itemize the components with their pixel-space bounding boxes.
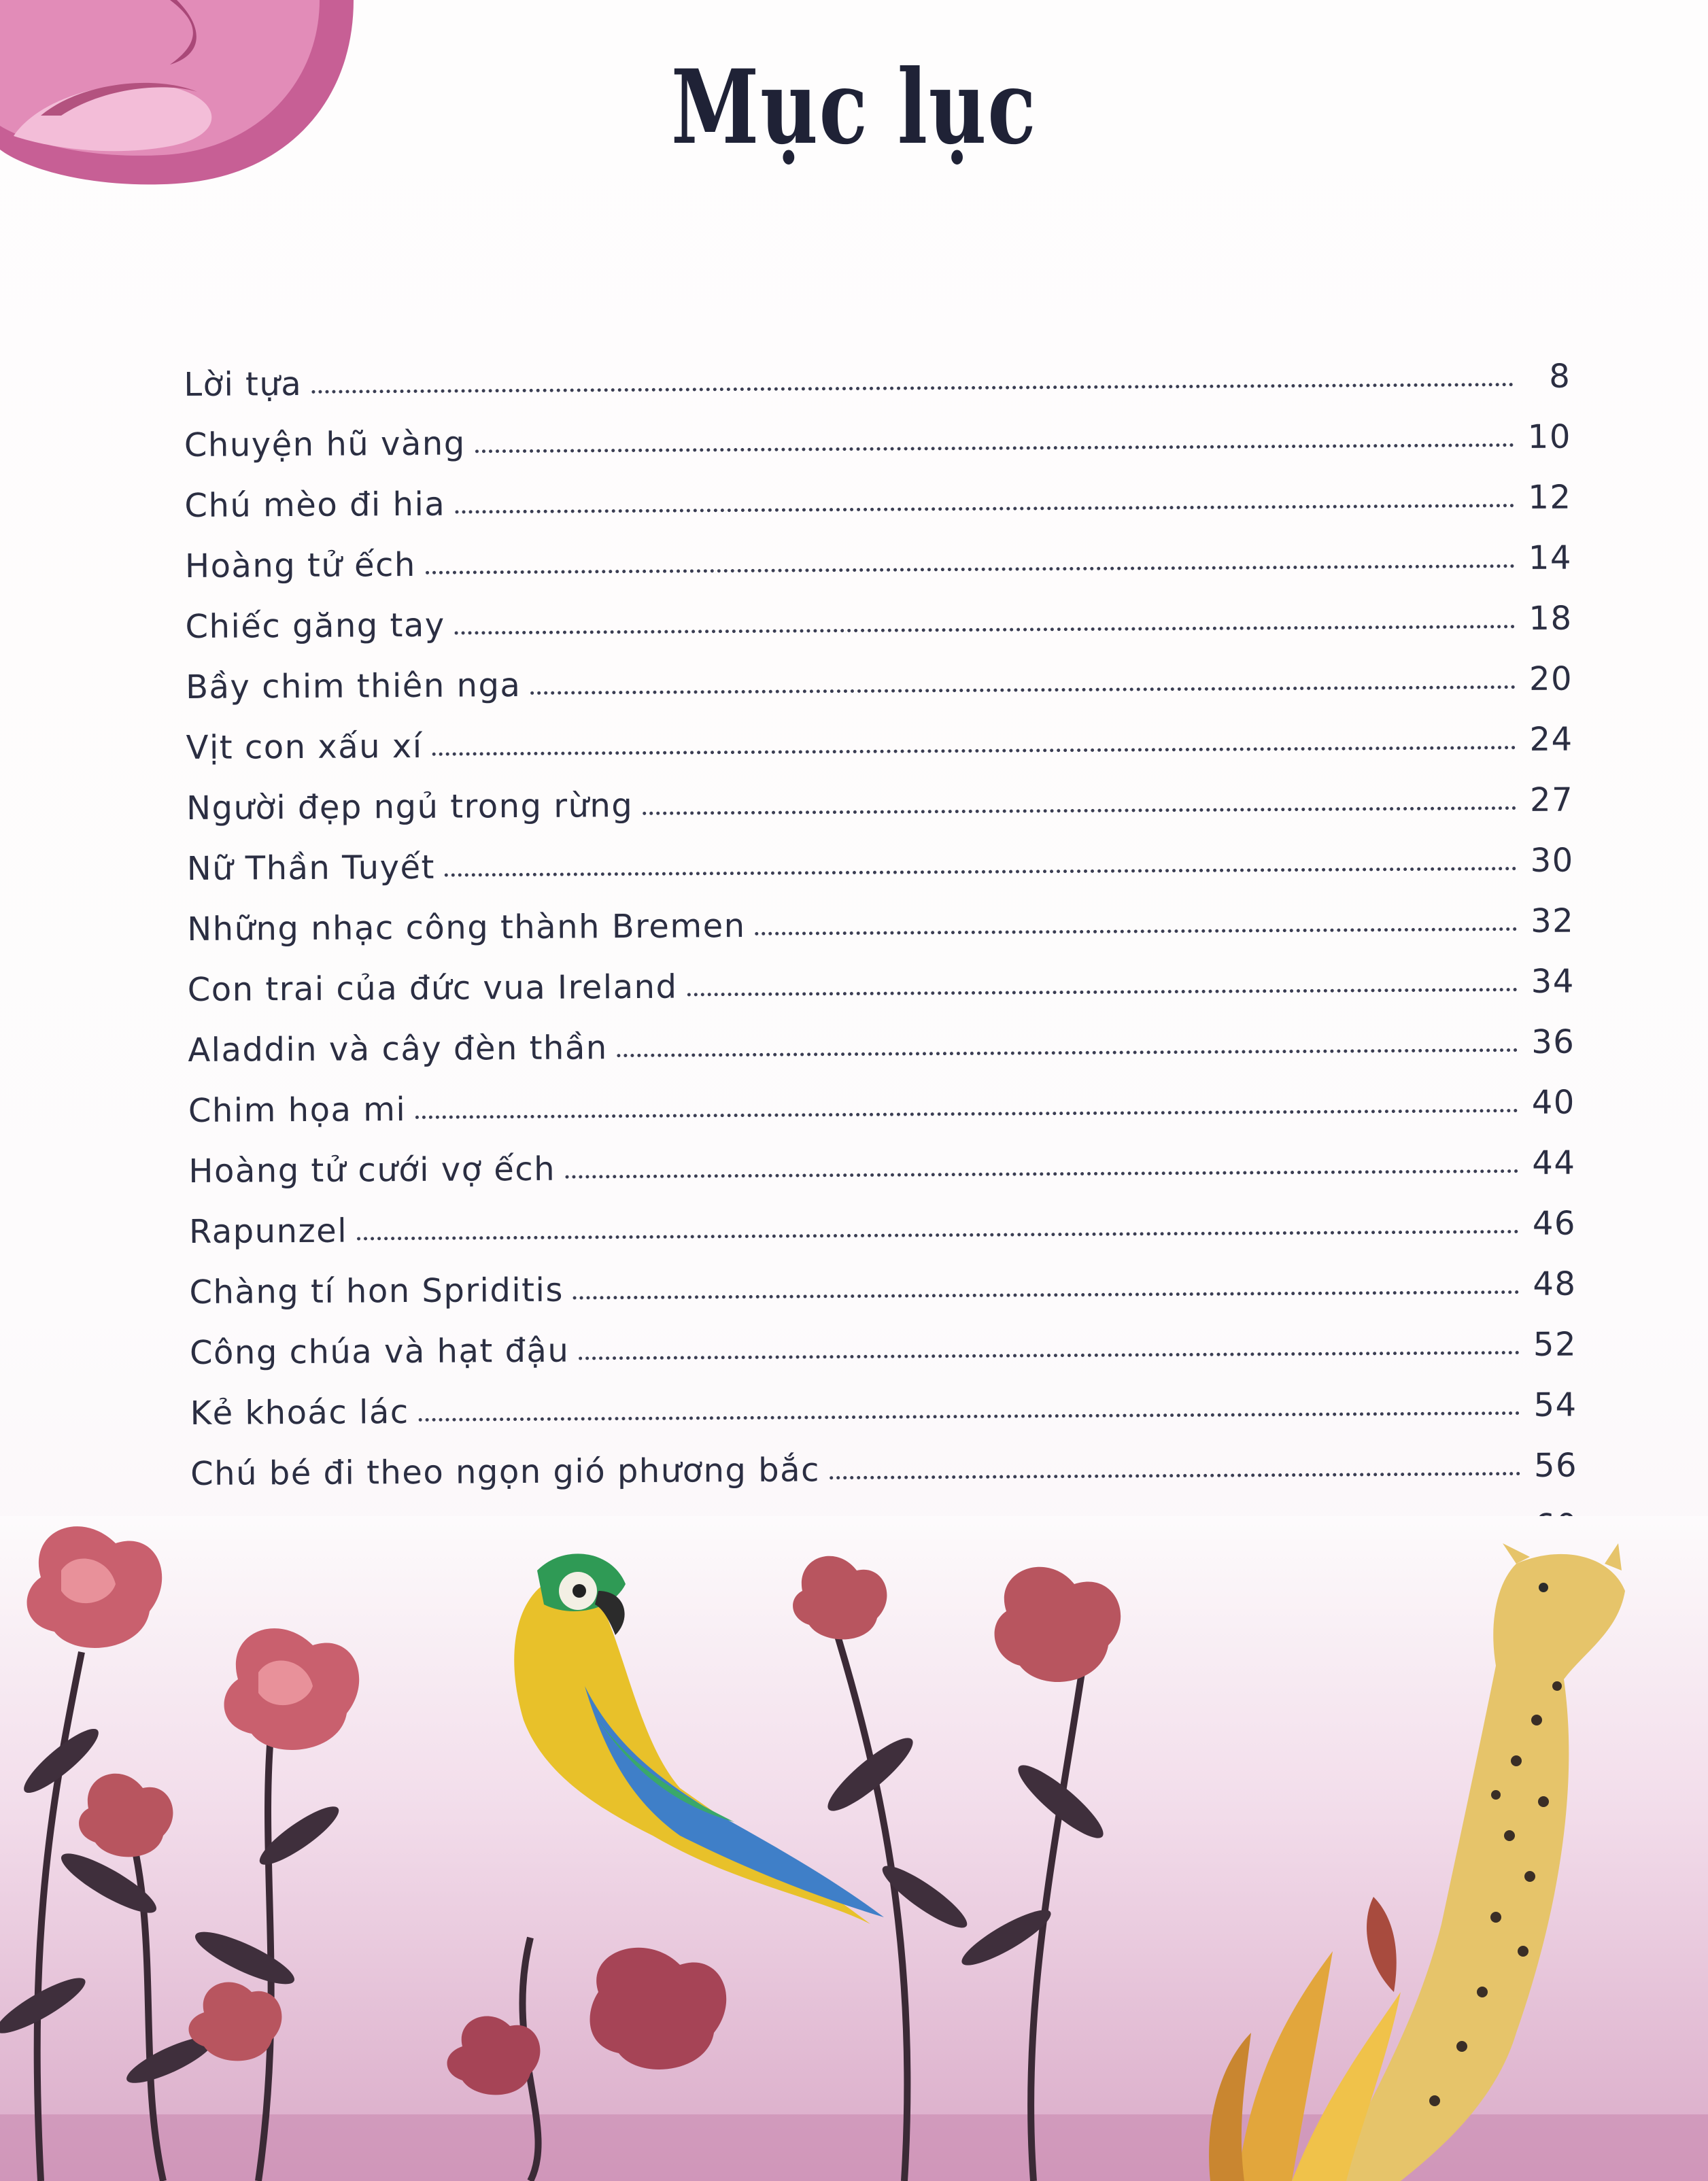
toc-entry-page-number: 32 xyxy=(1530,901,1575,940)
toc-leader-dots xyxy=(643,806,1516,815)
toc-entry-page-number: 34 xyxy=(1531,962,1575,1001)
toc-entry-page-number: 56 xyxy=(1533,1446,1578,1485)
toc-entry-title: Chàng tí hon Spriditis xyxy=(189,1271,564,1311)
decorative-illustration xyxy=(0,1516,1708,2181)
toc-entry-page-number: 27 xyxy=(1529,780,1574,819)
toc-leader-dots xyxy=(357,1230,1519,1240)
page-title: Mục lục xyxy=(670,48,1038,167)
toc-leader-dots xyxy=(455,625,1516,635)
toc-entry xyxy=(190,1303,1577,1372)
toc-entry-title: Chú bé đi theo ngọn gió phương bắc xyxy=(190,1451,821,1493)
toc-leader-dots xyxy=(755,927,1518,935)
toc-entry xyxy=(188,1001,1575,1069)
toc-leader-dots xyxy=(455,504,1514,514)
toc-entry-title: Người đẹp ngủ trong rừng xyxy=(186,786,634,827)
toc-leader-dots xyxy=(311,383,1514,394)
toc-entry-title: Chuyện hũ vàng xyxy=(184,424,466,464)
toc-entry-page-number: 40 xyxy=(1531,1083,1576,1122)
toc-entry xyxy=(187,940,1575,1009)
toc-entry-title: Lời tựa xyxy=(184,364,303,404)
toc-entry-title: Công chúa và hạt đậu xyxy=(189,1331,570,1372)
toc-leader-dots xyxy=(475,443,1514,453)
toc-entry-page-number: 8 xyxy=(1549,357,1571,396)
toc-entry xyxy=(189,1243,1577,1311)
toc-leader-dots xyxy=(415,1109,1518,1119)
toc-entry-page-number: 48 xyxy=(1533,1265,1577,1303)
toc-entry-title: Con trai của đức vua Ireland xyxy=(187,967,678,1009)
toc-entry xyxy=(190,1364,1577,1432)
toc-entry-title: Hoàng tử cưới vợ ếch xyxy=(188,1150,556,1190)
toc-entry xyxy=(190,1424,1578,1493)
toc-entry-page-number: 10 xyxy=(1527,417,1572,456)
toc-entry-title: Vịt con xấu xí xyxy=(186,727,423,767)
toc-entry-page-number: 12 xyxy=(1528,478,1572,517)
toc-entry xyxy=(185,577,1573,646)
toc-entry xyxy=(184,335,1571,404)
toc-entry xyxy=(186,638,1573,706)
toc-entry xyxy=(188,1061,1576,1130)
toc-entry-title: Aladdin và cây đèn thần xyxy=(188,1029,608,1069)
toc-entry-page-number: 52 xyxy=(1533,1325,1577,1364)
toc-entry-title: Hoàng tử ếch xyxy=(184,545,417,585)
toc-leader-dots xyxy=(830,1472,1520,1479)
toc-leader-dots xyxy=(573,1290,1520,1300)
toc-entry xyxy=(189,1182,1577,1251)
toc-entry-page-number: 24 xyxy=(1529,720,1573,759)
toc-entry-title: Chú mèo đi hia xyxy=(184,485,446,525)
toc-entry xyxy=(188,1122,1576,1190)
toc-entry-title: Chim họa mi xyxy=(188,1090,407,1130)
toc-entry-page-number: 54 xyxy=(1533,1386,1577,1424)
toc-entry-page-number: 18 xyxy=(1528,599,1573,638)
toc-entry-title: Nữ Thần Tuyết xyxy=(186,848,436,888)
toc-entry-title: Kẻ khoác lác xyxy=(190,1393,409,1432)
toc-entry-page-number: 44 xyxy=(1532,1144,1576,1182)
toc-leader-dots xyxy=(579,1351,1520,1360)
toc-entry-title: Bầy chim thiên nga xyxy=(185,666,522,706)
toc-leader-dots xyxy=(445,867,1517,877)
toc-entry-title: Chiếc găng tay xyxy=(185,606,445,646)
toc-entry xyxy=(184,456,1572,525)
toc-entry xyxy=(184,396,1572,464)
toc-entry xyxy=(186,759,1574,827)
toc-entry-title: Rapunzel xyxy=(188,1212,348,1251)
toc-leader-dots xyxy=(530,685,1516,695)
toc-entry-page-number: 46 xyxy=(1532,1204,1577,1243)
toc-entry-page-number: 14 xyxy=(1528,538,1573,577)
toc-entry-title: Những nhạc công thành Bremen xyxy=(187,906,746,948)
toc-leader-dots xyxy=(432,746,1516,756)
toc-entry xyxy=(187,880,1575,948)
toc-leader-dots xyxy=(687,988,1518,996)
toc-leader-dots xyxy=(426,564,1515,574)
table-of-contents xyxy=(184,335,1578,1553)
toc-entry xyxy=(186,819,1574,888)
toc-entry xyxy=(185,517,1573,585)
toc-leader-dots xyxy=(565,1169,1518,1179)
toc-entry xyxy=(186,698,1573,767)
toc-leader-dots xyxy=(617,1048,1518,1057)
toc-entry-page-number: 30 xyxy=(1530,841,1574,880)
toc-entry-page-number: 20 xyxy=(1528,659,1573,698)
toc-entry-page-number: 36 xyxy=(1531,1023,1575,1061)
toc-leader-dots xyxy=(419,1411,1520,1422)
